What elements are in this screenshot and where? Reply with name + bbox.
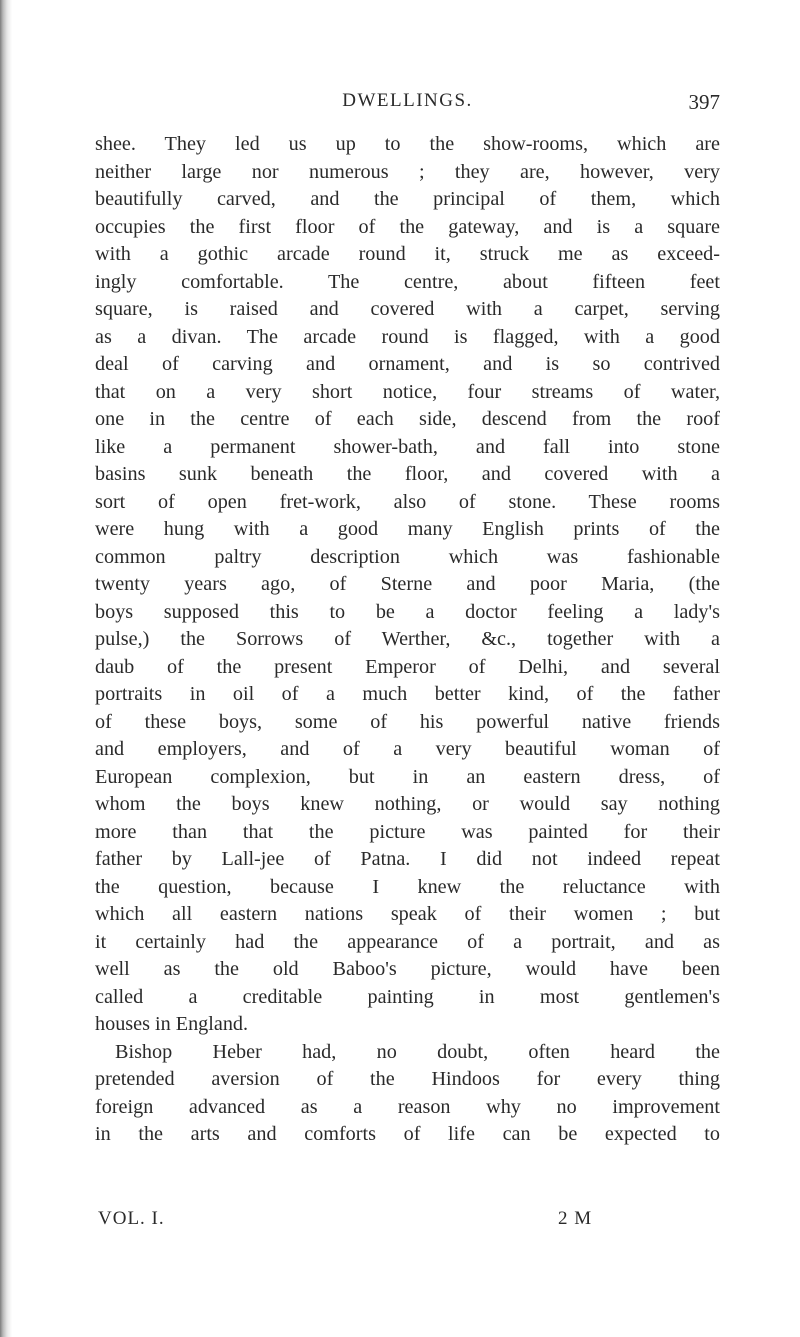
- text-line: well as the old Baboo's picture, would have been: [95, 958, 720, 980]
- text-line: in the arts and comforts of life can be expected to: [95, 1123, 720, 1145]
- text-line: father by Lall-jee of Patna. I did not indeed repeat: [95, 848, 720, 870]
- text-line: which all eastern nations speak of their women ; but: [95, 903, 720, 925]
- page-number: 397: [688, 90, 720, 114]
- text-line: pretended aversion of the Hindoos for every thing: [95, 1068, 720, 1090]
- text-line: it certainly had the appearance of a portrait, and as: [95, 930, 720, 953]
- text-line: neither large nor numerous ; they are, however, very: [95, 160, 720, 183]
- page-header: [95, 90, 720, 120]
- text-line: like a permanent shower-bath, and fall into stone: [95, 435, 720, 458]
- text-line: foreign advanced as a reason why no improvement: [95, 1095, 720, 1118]
- text-line: as a divan. The arcade round is flagged, with a good: [95, 325, 720, 348]
- text-line: boys supposed this to be a doctor feeling a lady's: [95, 600, 720, 623]
- body-text: [95, 131, 720, 1149]
- text-line: portraits in oil of a much better kind, of the father: [95, 683, 720, 705]
- text-line: pulse,) the Sorrows of Werther, &c., together with a: [95, 628, 720, 650]
- volume-mark: VOL. I.: [98, 1208, 165, 1229]
- running-head: DWELLINGS.: [342, 90, 473, 111]
- text-line: deal of carving and ornament, and is so contrived: [95, 353, 720, 375]
- page-footer: [95, 1208, 720, 1238]
- text-line: shee. They led us up to the show-rooms, which are: [95, 133, 720, 155]
- signature-mark: 2 M: [558, 1208, 593, 1229]
- text-line: that on a very short notice, four streams of water,: [95, 380, 720, 403]
- text-line: one in the centre of each side, descend from the roof: [95, 408, 720, 430]
- text-line: of these boys, some of his powerful native friends: [95, 710, 720, 733]
- paragraph-end-line: houses in England.: [95, 1013, 249, 1035]
- text-line: common paltry description which was fashionable: [95, 545, 720, 568]
- book-spine-shadow: [0, 0, 12, 1337]
- text-line: twenty years ago, of Sterne and poor Maria, (the: [95, 573, 720, 595]
- paragraph-start-line: Bishop Heber had, no doubt, often heard the: [115, 1040, 720, 1063]
- text-line: European complexion, but in an eastern dress, of: [95, 765, 720, 788]
- text-line: daub of the present Emperor of Delhi, and several: [95, 655, 720, 678]
- text-line: ingly comfortable. The centre, about fifteen feet: [95, 270, 720, 293]
- text-line: and employers, and of a very beautiful woman of: [95, 738, 720, 760]
- text-line: called a creditable painting in most gentlemen's: [95, 985, 720, 1008]
- text-line: basins sunk beneath the floor, and covered with a: [95, 463, 720, 485]
- text-line: sort of open fret-work, also of stone. These rooms: [95, 490, 720, 513]
- text-line: occupies the first floor of the gateway, and is a square: [95, 215, 720, 238]
- text-line: with a gothic arcade round it, struck me as exceed-: [95, 243, 720, 265]
- text-line: beautifully carved, and the principal of them, which: [95, 188, 720, 210]
- text-line: whom the boys knew nothing, or would say nothing: [95, 793, 720, 815]
- text-line: the question, because I knew the reluctance with: [95, 875, 720, 898]
- text-line: more than that the picture was painted for their: [95, 820, 720, 843]
- text-line: were hung with a good many English prints of the: [95, 518, 720, 540]
- text-line: square, is raised and covered with a carpet, serving: [95, 298, 720, 320]
